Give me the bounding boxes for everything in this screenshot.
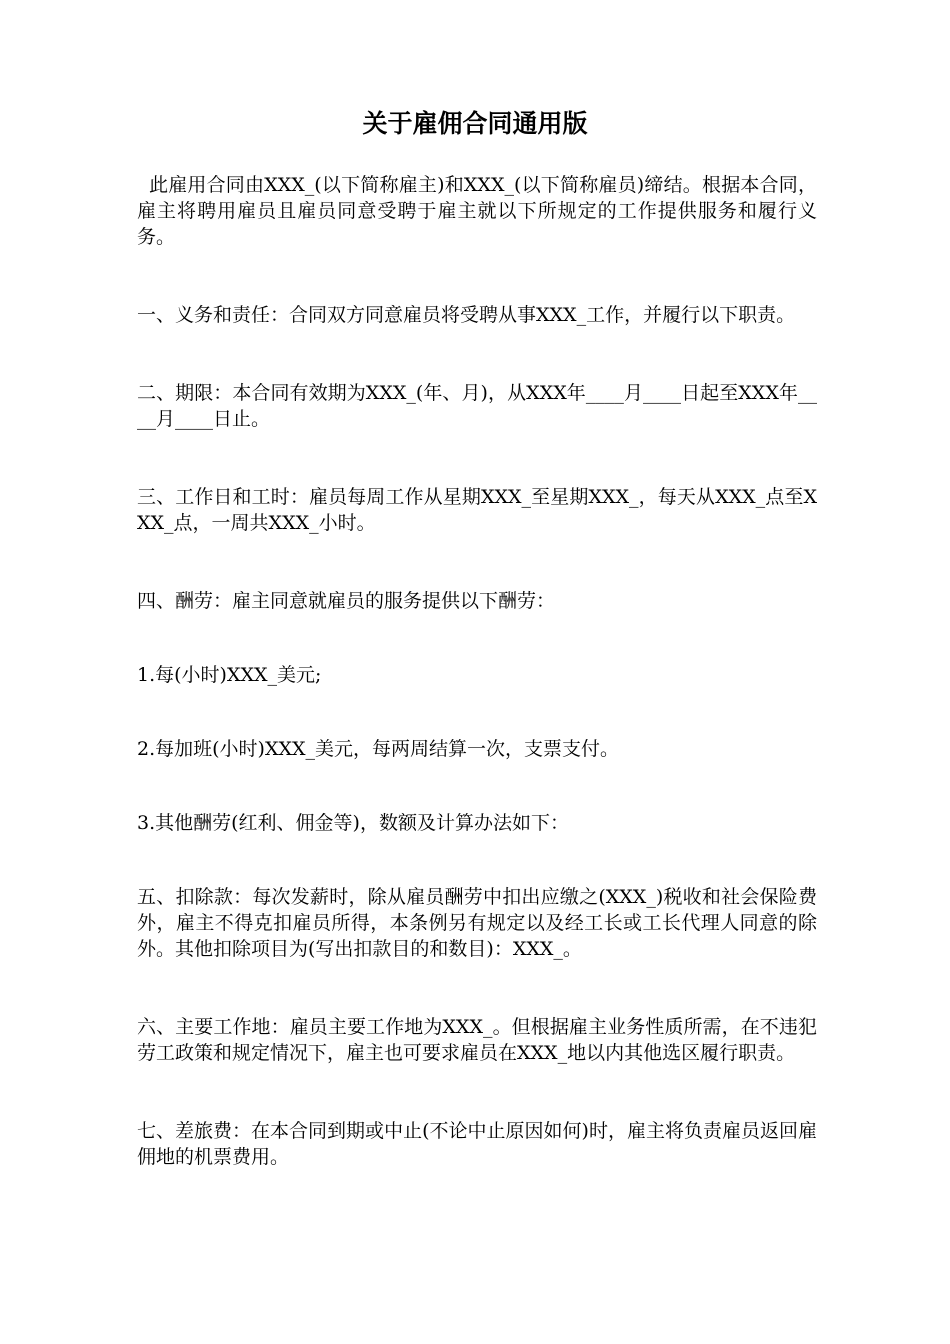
clause-term: 二、期限：本合同有效期为XXX_(年、月)，从XXX年____月____日起至XXX年____月____日止。 — [137, 382, 817, 430]
clause-remuneration: 四、酬劳：雇主同意就雇员的服务提供以下酬劳： — [137, 590, 556, 612]
remuneration-item-overtime: 2.每加班(小时)XXX_美元，每两周结算一次，支票支付。 — [137, 738, 620, 760]
clause-working-hours: 三、工作日和工时：雇员每周工作从星期XXX_至星期XXX_，每天从XXX_点至XXX_点，一周共XXX_小时。 — [137, 486, 817, 534]
document-title: 关于雇佣合同通用版 — [362, 109, 588, 138]
remuneration-item-other: 3.其他酬劳(红利、佣金等)，数额及计算办法如下： — [137, 812, 569, 834]
clause-duties: 一、义务和责任：合同双方同意雇员将受聘从事XXX_工作，并履行以下职责。 — [137, 304, 796, 326]
document-body — [137, 172, 817, 1222]
clause-deductions: 五、扣除款：每次发薪时，除从雇员酬劳中扣出应缴之(XXX_)税收和社会保险费外，雇主不得克扣雇员所得，本条例另有规定以及经工长或工长代理人同意的除外。其他扣除项目为(写出扣款目的和数目)：XXX_。 — [137, 886, 817, 960]
clause-travel-expenses: 七、差旅费：在本合同到期或中止(不论中止原因如何)时，雇主将负责雇员返回雇佣地的机票费用。 — [137, 1120, 817, 1168]
intro-paragraph: 此雇用合同由XXX_(以下简称雇主)和XXX_(以下简称雇员)缔结。根据本合同，雇主将聘用雇员且雇员同意受聘于雇主就以下所规定的工作提供服务和履行义务。 — [137, 174, 817, 248]
clause-workplace: 六、主要工作地：雇员主要工作地为XXX_。但根据雇主业务性质所需，在不违犯劳工政策和规定情况下，雇主也可要求雇员在XXX_地以内其他选区履行职责。 — [137, 1016, 817, 1064]
remuneration-item-hourly: 1.每(小时)XXX_美元; — [137, 664, 322, 686]
